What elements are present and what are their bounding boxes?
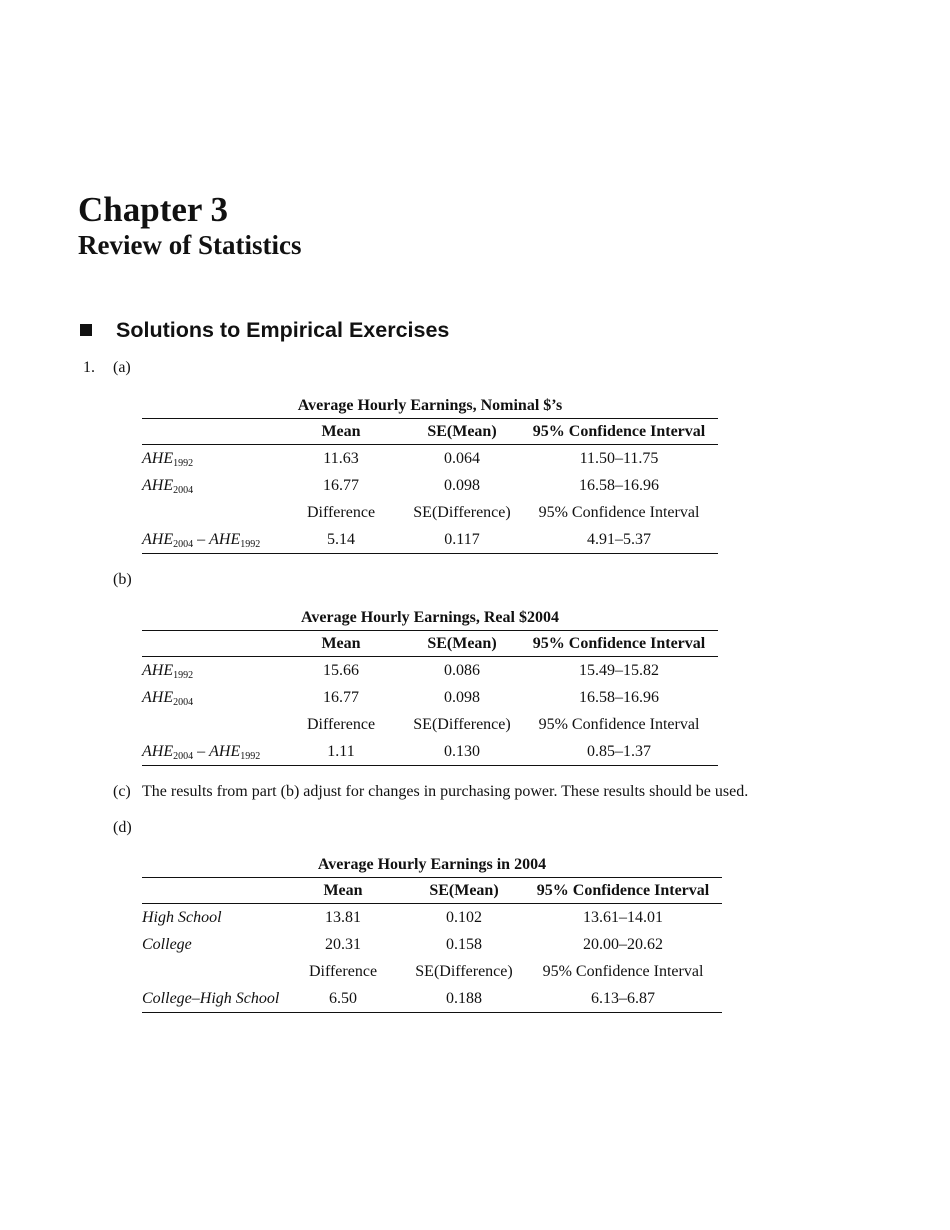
table-row [142,657,718,685]
diff-header-se: SE(Difference) [415,962,513,980]
part-c-label: (c) [113,783,131,800]
row-label: $AHE_{2004}$ [142,476,194,496]
square-bullet-icon [80,324,92,336]
row-label: College–High School [142,985,282,1013]
mean-cell: 16.77 [323,688,359,706]
table-2004 [142,855,722,1013]
data-table [142,630,718,766]
table-row [142,904,722,932]
diff-header-ci: 95% Confidence Interval [542,962,704,980]
table-title: Average Hourly Earnings, Nominal $’s [297,397,563,414]
row-label: High School [142,908,222,926]
row-label: College [142,935,192,953]
diff-header-row [142,711,718,738]
ci-cell: 0.85–1.37 [520,738,718,766]
diff-header-se: SE(Difference) [413,503,511,521]
table-row [142,931,722,958]
table-title: Average Hourly Earnings in 2004 [317,856,547,873]
column-header-ci: 95% Confidence Interval [520,419,718,445]
ci-cell: 20.00–20.62 [583,935,663,953]
mean-cell: 13.81 [325,908,361,926]
se-cell: 0.158 [446,935,482,953]
table-row [142,985,722,1013]
column-header-mean: Mean [278,419,404,445]
diff-header-row [142,499,718,526]
column-header-se: SE(Mean) [404,631,520,657]
row-label: $AHE_{2004} - AHE_{1992}$ [142,526,278,554]
table-nominal [142,396,718,554]
section-heading [80,315,449,345]
part-a-label: (a) [113,359,131,376]
diff-header-se: SE(Difference) [413,715,511,733]
row-label: $AHE_{2004}$ [142,688,194,708]
se-cell: 0.102 [446,908,482,926]
se-cell: 0.130 [404,738,520,766]
column-header-ci: 95% Confidence Interval [520,631,718,657]
row-label: $AHE_{2004} - AHE_{1992}$ [142,738,278,766]
part-b-label: (b) [113,571,132,588]
column-header-ci: 95% Confidence Interval [524,878,722,904]
se-cell: 0.188 [404,985,524,1013]
diff-cell: 5.14 [278,526,404,554]
diff-header-row [142,958,722,985]
diff-header-difference: Difference [308,962,378,980]
part-c-text: The results from part (b) adjust for changes in purchasing power. These results should be used. [142,783,749,800]
mean-cell: 16.77 [323,476,359,494]
mean-cell: 11.63 [323,449,359,467]
part-d-label: (d) [113,819,132,836]
column-header-se: SE(Mean) [404,878,524,904]
column-header-mean: Mean [282,878,404,904]
se-cell: 0.086 [444,661,480,679]
mean-cell: 20.31 [325,935,361,953]
diff-header-ci: 95% Confidence Interval [538,715,700,733]
table-row [142,445,718,473]
ci-cell: 16.58–16.96 [579,476,659,494]
table-row [142,684,718,711]
row-label: $AHE_{1992}$ [142,449,194,469]
header-row [142,878,722,904]
header-row [142,419,718,445]
column-header-mean: Mean [278,631,404,657]
se-cell: 0.064 [444,449,480,467]
column-header-se: SE(Mean) [404,419,520,445]
table-row [142,472,718,499]
ci-cell: 11.50–11.75 [579,449,659,467]
chapter-title: Chapter 3 [78,190,229,229]
diff-header-ci: 95% Confidence Interval [538,503,700,521]
mean-cell: 15.66 [323,661,359,679]
diff-cell: 6.50 [282,985,404,1013]
ci-cell: 4.91–5.37 [520,526,718,554]
ci-cell: 6.13–6.87 [524,985,722,1013]
row-label: $AHE_{1992}$ [142,661,194,681]
ci-cell: 13.61–14.01 [583,908,663,926]
header-row [142,631,718,657]
data-table [142,418,718,554]
table-title: Average Hourly Earnings, Real $2004 [301,609,559,626]
diff-header-difference: Difference [306,503,376,521]
se-cell: 0.098 [444,476,480,494]
se-cell: 0.117 [404,526,520,554]
se-cell: 0.098 [444,688,480,706]
diff-header-difference: Difference [306,715,376,733]
chapter-subtitle: Review of Statistics [78,230,302,260]
table-real [142,608,718,766]
ci-cell: 16.58–16.96 [579,688,659,706]
ci-cell: 15.49–15.82 [579,661,659,679]
diff-cell: 1.11 [278,738,404,766]
table-row [142,738,718,766]
table-row [142,526,718,554]
data-table [142,877,722,1013]
exercise-number: 1. [83,359,95,376]
section-heading-text: Solutions to Empirical Exercises [116,318,450,342]
